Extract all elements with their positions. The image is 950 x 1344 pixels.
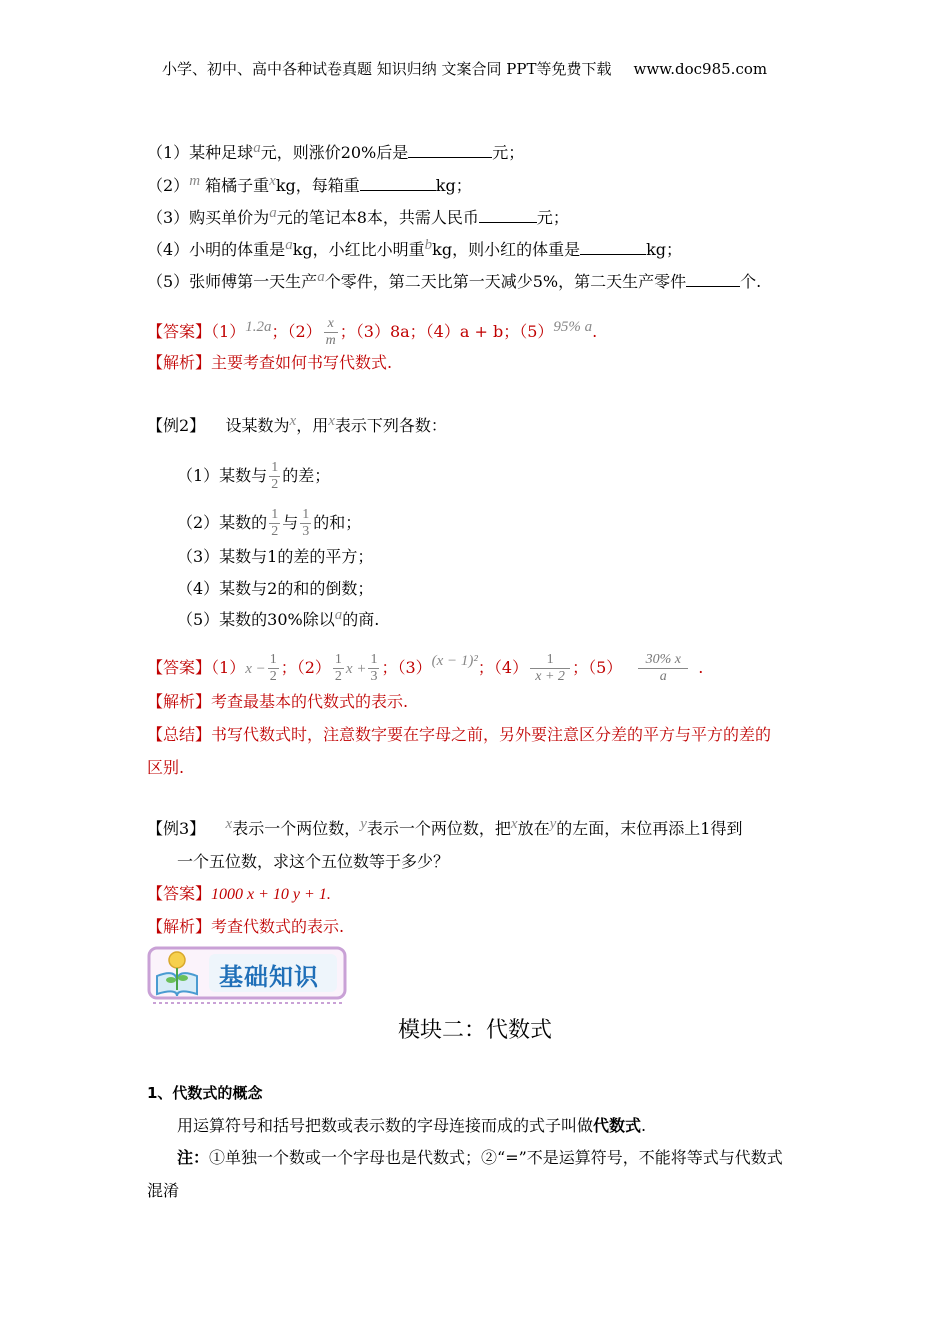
q1-item-1: （1）某种足球a元，则涨价20%后是 元； — [147, 140, 525, 162]
fraction: $\frac{30\% x}{a}$ — [638, 652, 688, 685]
fraction: $\frac{1}{2}$ — [271, 460, 279, 492]
fraction: $\frac{1}{2}$ — [271, 507, 279, 539]
ex2-item-2: （2）某数的 $\frac{1}{2}$ 与 $\frac{1}{3}$ 的和； — [177, 507, 362, 539]
ex3-question: 【例3】 x表示一个两位数，y表示一个两位数，把x放在y的左面，末位再添上1得到 — [147, 816, 743, 838]
q1-item-5: （5）张师傅第一天生产a个零件，第二天比第一天减少5%，第二天生产零件 个. — [147, 269, 762, 291]
lightbulb-icon — [169, 952, 185, 968]
fraction: $\frac{1}{2}$ — [334, 652, 342, 684]
ex2-item-4: （4）某数与2的和的倒数； — [177, 579, 374, 598]
ex2-analysis: 【解析】考查最基本的代数式的表示. — [147, 692, 409, 711]
ex2-item-1: （1）某数与 $\frac{1}{2}$ 的差； — [177, 460, 331, 492]
q1-analysis: 【解析】主要考查如何书写代数式. — [147, 353, 393, 372]
ex2-intro: 【例2】 设某数为x，用x表示下列各数： — [147, 413, 447, 435]
q1-answer: 【答案】（1）1.2a；（2） $\frac{x}{m}$ ；（3）8a；（4）a + b；（5）95% a. — [147, 316, 598, 348]
ex2-answer: 【答案】（1）x − $\frac{1}{2}$ ；（2） $\frac{1}{2}$ x + $\frac{1}{3}$ ；（3）(x − 1)²；（4） $\frac{1}{x + 2}$ ；（5） $\frac{30\% x}{a}$ . — [147, 652, 704, 684]
answer-blank — [479, 208, 537, 223]
ex3-answer: 【答案】1000 x + 10 y + 1. — [147, 884, 331, 903]
fraction: $\frac{1}{3}$ — [302, 507, 310, 539]
answer-blank — [408, 143, 492, 158]
section-heading: 1、代数式的概念 — [147, 1084, 263, 1102]
ex3-analysis: 【解析】考查代数式的表示. — [147, 917, 345, 936]
basic-knowledge-banner — [147, 946, 347, 1008]
answer-blank — [580, 240, 646, 255]
q1-item-4: （4）小明的体重是akg，小红比小明重bkg，则小红的体重是 kg； — [147, 237, 683, 259]
header-text: 小学、初中、高中各种试卷真题 知识归纳 文案合同 PPT等免费下载 — [162, 60, 612, 78]
section-paragraph: 用运算符号和括号把数或表示数的字母连接而成的式子叫做代数式. — [177, 1116, 647, 1135]
fraction: $\frac{1}{3}$ — [370, 652, 378, 684]
module-title: 模块二：代数式 — [397, 1018, 552, 1043]
ex3-question-cont: 一个五位数，求这个五位数等于多少？ — [177, 852, 450, 871]
ex2-item-3: （3）某数与1的差的平方； — [177, 547, 374, 566]
fraction: $\frac{1}{2}$ — [269, 652, 277, 684]
fraction: $\frac{x}{m}$ — [325, 316, 336, 348]
answer-blank — [360, 176, 436, 191]
banner-label: 基础知识 — [219, 963, 319, 991]
section-note-cont: 混淆 — [147, 1181, 180, 1200]
header-url[interactable]: www.doc985.com — [633, 60, 768, 78]
q1-item-2: （2）m 箱橘子重xkg，每箱重 kg； — [147, 173, 472, 195]
ex2-summary: 【总结】书写代数式时，注意数字要在字母之前，另外要注意区分差的平方与平方的差的 — [147, 725, 772, 744]
answer-blank — [686, 272, 740, 287]
q1-item-3: （3）购买单价为a元的笔记本8本，共需人民币 元； — [147, 205, 569, 227]
ex2-item-5: （5）某数的30%除以a的商. — [177, 607, 380, 629]
ex2-summary-cont: 区别. — [147, 758, 185, 777]
fraction: $\frac{1}{x + 2}$ — [530, 652, 570, 685]
section-note: 注：①单独一个数或一个字母也是代数式；②“=”不是运算符号，不能将等式与代数式 — [177, 1148, 783, 1167]
page-header — [162, 58, 767, 79]
